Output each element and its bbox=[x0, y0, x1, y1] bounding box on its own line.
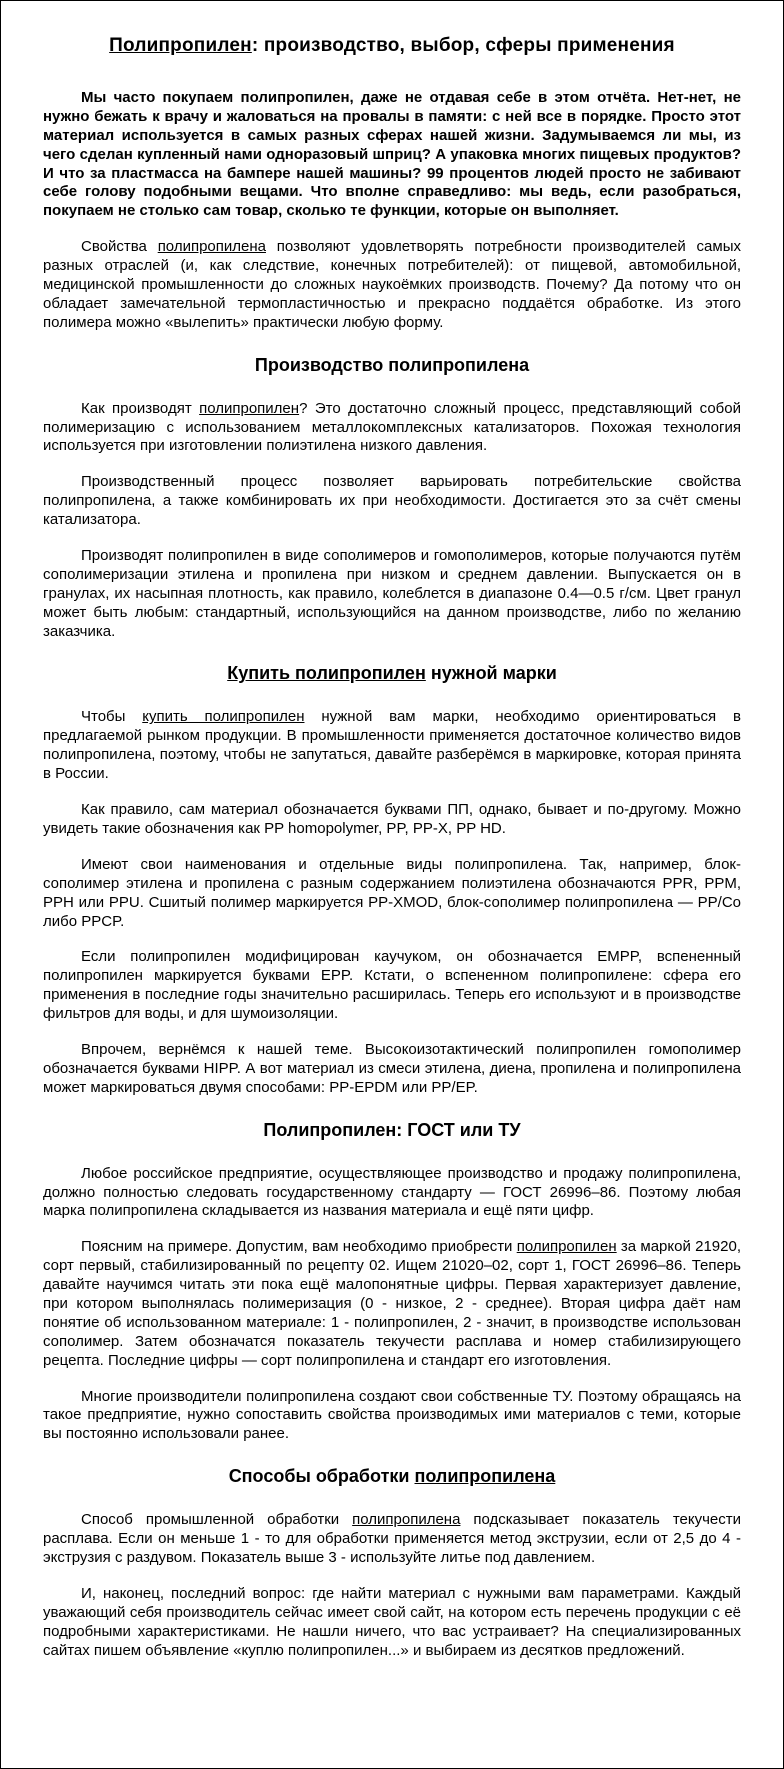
text-segment: Производят полипропилен в виде сополимеров и гомополимеров, которые получаются путём сополимеризации этилена и пропилена при низком и среднем давлении. Выпускается он в гранулах, их насыпная плотность, как правило, колеблется в диапазоне 0.4—0.5 г/см. Цвет гранул может быть любым: стандартный, использующийся на данном производстве, либо по желанию заказчика. bbox=[43, 547, 741, 640]
text-segment: нужной марки bbox=[425, 663, 557, 684]
text-segment: Имеют свои наименования и отдельные виды полипропилена. Так, например, блок-сополимер этилена и пропилена с разным содержанием полиэтилена обозначаются PPR, PPM, PPH или PPU. Сшитый полимер маркируется PP-XMOD, блок-сополимер полипропилена — PP/Co либо PPCP. bbox=[43, 855, 741, 930]
text-segment: Если полипропилен модифицирован каучуком, он обозначается EMPP, вспененный полипропилен маркируется буквами EPP. Кстати, о вспененном полипропилене: сфера его применения в последние годы значительно расширилась. Теперь его используют и в производстве фильтров для воды, и для шумоизоляции. bbox=[43, 948, 741, 1023]
section-heading bbox=[43, 355, 741, 376]
paragraph bbox=[43, 801, 741, 839]
underlined-term: полипропилена bbox=[352, 1511, 461, 1529]
text-segment: Способ промышленной обработки bbox=[81, 1511, 353, 1529]
text-segment: : производство, выбор, сферы применения bbox=[251, 35, 675, 56]
text-segment: Многие производители полипропилена создают свои собственные ТУ. Поэтому обращаясь на такое предприятие, нужно сопоставить свойства производимых ими материалов с теми, которые вы постоянно использовали ранее. bbox=[43, 1387, 741, 1443]
paragraph bbox=[43, 948, 741, 1024]
text-segment: Способы обработки bbox=[228, 1466, 415, 1487]
paragraph bbox=[43, 400, 741, 457]
text-segment: Как правило, сам материал обозначается буквами ПП, однако, бывает и по-другому. Можно увидеть такие обозначения как PP homopolymer, PP, PP-X, PP HD. bbox=[43, 801, 741, 837]
paragraph bbox=[43, 238, 741, 332]
document-content bbox=[43, 35, 741, 1660]
text-segment: Производство полипропилена bbox=[254, 354, 530, 375]
paragraph bbox=[43, 1041, 741, 1098]
section-heading bbox=[43, 1120, 741, 1141]
paragraph bbox=[43, 708, 741, 784]
text-segment: Полипропилен: ГОСТ или ТУ bbox=[263, 1119, 521, 1140]
text-segment: Чтобы bbox=[81, 708, 143, 726]
paragraph bbox=[43, 547, 741, 641]
text-segment: Производственный процесс позволяет варьировать потребительские свойства полипропилена, а также комбинировать их при необходимости. Достигается это за счёт смены катализатора. bbox=[43, 473, 741, 529]
underlined-term: Полипропилен bbox=[109, 35, 252, 56]
text-segment: подсказывает показатель текучести расплава. Если он меньше 1 - то для обработки применяется метод экструзии, если от 2,5 до 4 - экструзия с раздувом. Показатель выше 3 - используйте литье под давлением. bbox=[43, 1511, 741, 1566]
paragraph bbox=[43, 1238, 741, 1370]
underlined-term: полипропилена bbox=[157, 238, 266, 256]
section-heading bbox=[43, 663, 741, 684]
underlined-term: Купить полипропилен bbox=[227, 663, 426, 684]
text-segment: нужной вам марки, необходимо ориентироваться в предлагаемой рынком продукции. В промышленности применяется достаточное количество видов полипропилена, поэтому, чтобы не запутаться, давайте разберёмся в маркировке, которая принята в России. bbox=[43, 708, 741, 783]
section-heading bbox=[43, 1466, 741, 1487]
underlined-term: полипропилен bbox=[516, 1238, 617, 1256]
text-segment: ? Это достаточно сложный процесс, представляющий собой полимеризацию с использованием металлокомплексных катализаторов. Похожая технология используется при изготовлении полиэтилена низкого давления. bbox=[43, 399, 741, 455]
paragraph bbox=[43, 473, 741, 530]
paragraph bbox=[43, 1585, 741, 1661]
underlined-term: полипропилен bbox=[199, 399, 300, 417]
underlined-term: купить полипропилен bbox=[142, 708, 305, 726]
text-segment: Впрочем, вернёмся к нашей теме. Высокоизотактический полипропилен гомополимер обозначается буквами HIPP. А вот материал из смеси этилена, диена, пропилена и полипропилена может маркироваться двумя способами: PP-EPDM или PP/EP. bbox=[43, 1040, 741, 1096]
text-segment: Поясним на примере. Допустим, вам необходимо приобрести bbox=[81, 1238, 517, 1256]
document-title bbox=[43, 35, 741, 57]
text-segment: Любое российское предприятие, осуществляющее производство и продажу полипропилена, должно полностью следовать государственному стандарту — ГОСТ 26996–86. Поэтому любая марка полипропилена складывается из названия материала и ещё пяти цифр. bbox=[43, 1164, 741, 1220]
paragraph bbox=[43, 1511, 741, 1568]
underlined-term: полипропилена bbox=[414, 1466, 556, 1487]
paragraph bbox=[43, 856, 741, 932]
text-segment: Как производят bbox=[81, 399, 200, 417]
paragraph bbox=[43, 1388, 741, 1445]
text-segment: Мы часто покупаем полипропилен, даже не отдавая себе в этом отчёта. Нет-нет, не нужно бежать к врачу и жаловаться на провалы в памяти: с ней все в порядке. Просто этот материал используется в самых разных сферах нашей жизни. Задумываемся ли мы, из чего сделан купленный нами одноразовый шприц? А упаковка многих пищевых продуктов? И что за пластмасса на бампере нашей машины? 99 процентов людей просто не забивают себе голову подобными вещами. Что вполне справедливо: мы ведь, если разобраться, покупаем не столько сам товар, сколько те функции, которые он выполняет. bbox=[43, 89, 741, 220]
text-segment: позволяют удовлетворять потребности производителей самых разных отраслей (и, как следствие, конечных потребителей): от пищевой, автомобильной, медицинской промышленности до сложных наукоёмких производств. Почему? Да потому что он обладает замечательной термопластичностью и прекрасно поддаётся обработке. Из этого полимера можно «вылепить» практически любую форму. bbox=[43, 238, 741, 331]
text-segment: Свойства bbox=[81, 238, 158, 256]
paragraph bbox=[43, 1165, 741, 1222]
text-segment: И, наконец, последний вопрос: где найти материал с нужными вам параметрами. Каждый уважающий себя производитель сейчас имеет свой сайт, на котором есть перечень продукции с её подробными характеристиками. Не нашли ничего, что вас устраивает? На специализированных сайтах пишем объявление «куплю полипропилен...» и выбираем из десятков предложений. bbox=[43, 1584, 741, 1659]
text-segment: за маркой 21920, сорт первый, стабилизированный по рецепту 02. Ищем 21020–02, сорт 1, ГОСТ 26996–86. Теперь давайте научимся читать эти пока ещё малопонятные цифры. Первая характеризует давление, при котором выполнялась полимеризация (0 - низкое, 2 - среднее). Вторая цифра даёт нам понятие об использованном материале: 1 - полипропилен, 2 - значит, в производстве использован сополимер. Затем обозначатся показатель текучести расплава и номер стабилизирующего рецепта. Последние цифры — сорт полипропилена и стандарт его изготовления. bbox=[43, 1238, 741, 1369]
paragraph bbox=[43, 89, 741, 221]
